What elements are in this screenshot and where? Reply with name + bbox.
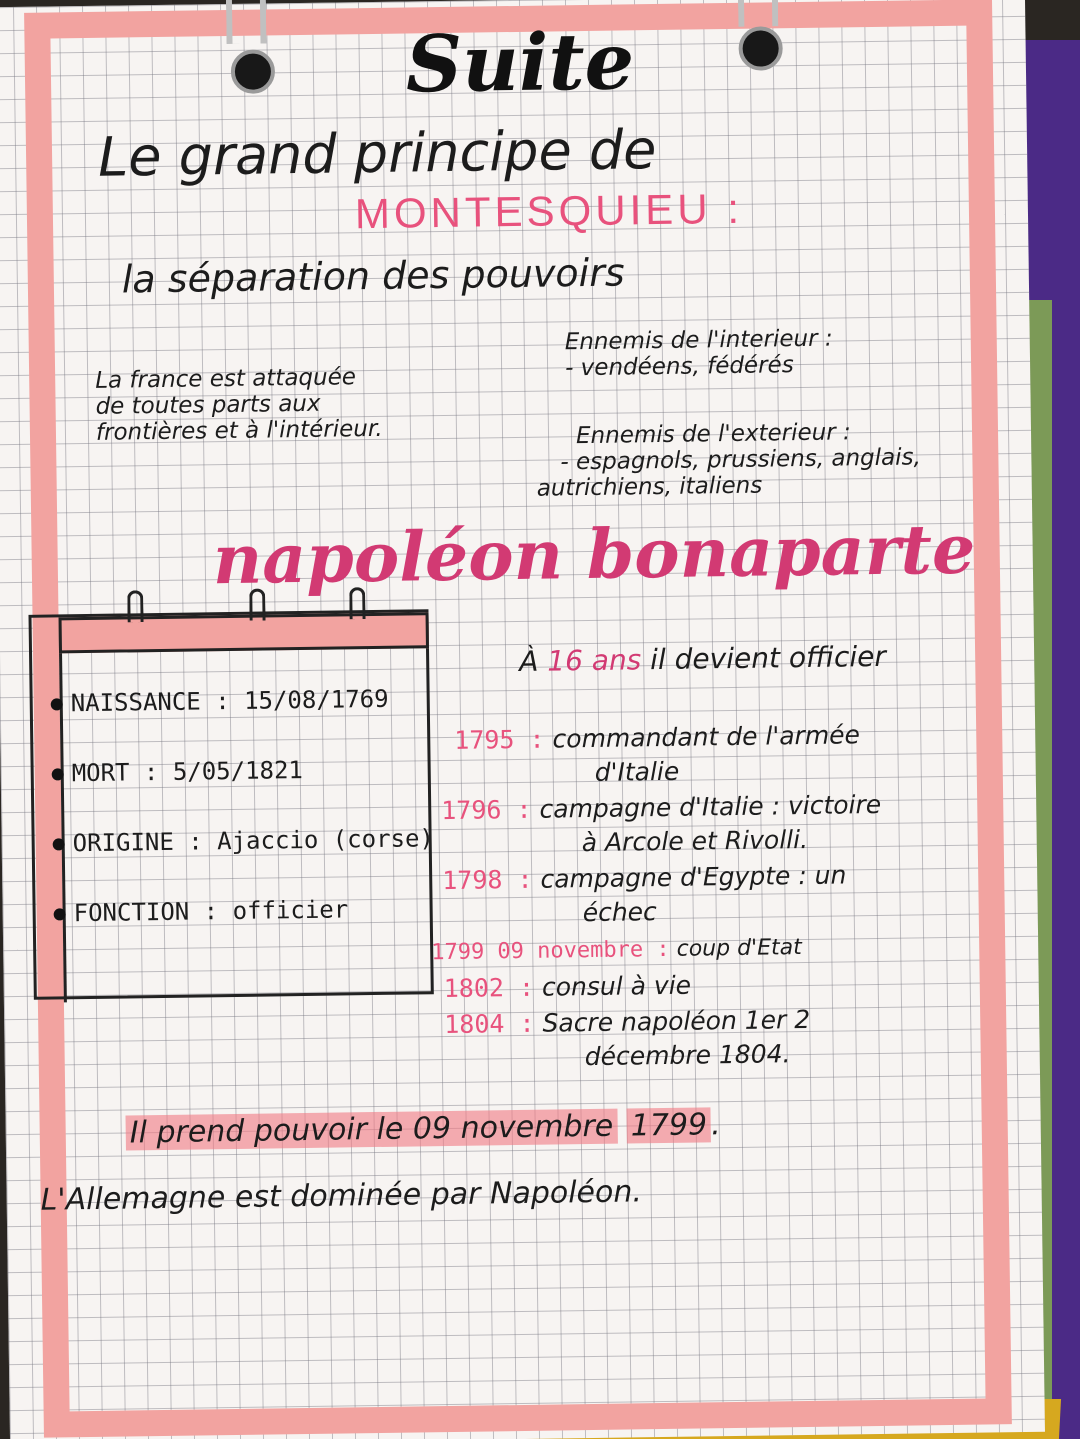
binder-hole-icon: [738, 26, 783, 71]
enemies-interior-list: - vendéens, fédérés: [564, 352, 794, 382]
timeline-event: 1804 : Sacre napoléon 1er 2 décembre 1804.: [444, 1004, 811, 1072]
heading-separation: la séparation des pouvoirs: [121, 250, 625, 302]
card-item-naissance: NAISSANCE : 15/08/1769: [51, 685, 389, 718]
card-ring-icon: [127, 590, 143, 622]
bullet-icon: [52, 768, 64, 780]
info-card: [28, 609, 433, 1000]
binder-ring-icon: [226, 0, 267, 44]
card-ring-icon: [349, 587, 365, 619]
bullet-icon: [51, 698, 63, 710]
timeline-event: 1799 09 novembre : coup d'Etat: [431, 935, 802, 966]
binder-ring-icon: [737, 0, 778, 27]
napoleon-title: napoléon bonaparte: [212, 509, 976, 601]
card-item-mort: MORT : 5/05/1821: [52, 756, 304, 788]
heading-principe: Le grand principe de: [97, 118, 657, 189]
france-line-1: La france est attaquée: [95, 364, 357, 394]
highlight-sentence: Il prend pouvoir le 09 novembre 1799 .: [125, 1107, 720, 1150]
card-item-origine: ORIGINE : Ajaccio (corse): [52, 824, 434, 857]
page-title: Suite: [405, 16, 635, 111]
age-officer: À 16 ans il devient officier: [518, 639, 887, 678]
timeline-event: 1796 : campagne d'Italie : victoire à Arcole et Rivolli.: [441, 789, 882, 858]
card-binding: [59, 617, 67, 1002]
france-attacked-text: [95, 364, 383, 446]
bullet-icon: [54, 908, 66, 920]
enemies-interior-title: Ennemis de l'interieur :: [564, 325, 833, 356]
timeline-event: 1802 : consul à vie: [443, 970, 692, 1004]
enemies-exterior-list-1: - espagnols, prussiens, anglais,: [560, 444, 922, 476]
card-item-fonction: FONCTION : officier: [53, 895, 348, 927]
card-header: [59, 612, 429, 653]
enemies-exterior-title: Ennemis de l'exterieur :: [575, 419, 851, 450]
bullet-icon: [53, 838, 65, 850]
timeline-event: 1795 : commandant de l'armée d'Italie: [454, 720, 861, 787]
card-ring-icon: [249, 589, 265, 621]
france-line-3: frontières et à l'intérieur.: [95, 415, 383, 446]
binder-hole-icon: [231, 49, 276, 94]
france-line-2: de toutes parts aux: [95, 390, 321, 420]
heading-montesquieu: MONTESQUIEU :: [354, 184, 744, 238]
enemies-exterior-list-2: autrichiens, italiens: [536, 472, 763, 502]
closing-sentence: L'Allemagne est dominée par Napoléon.: [40, 1174, 643, 1218]
timeline: [431, 639, 979, 1072]
enemies-exterior: [536, 418, 922, 501]
enemies-interior: [565, 326, 834, 382]
timeline-event: 1798 : campagne d'Egypte : un échec: [442, 860, 847, 928]
